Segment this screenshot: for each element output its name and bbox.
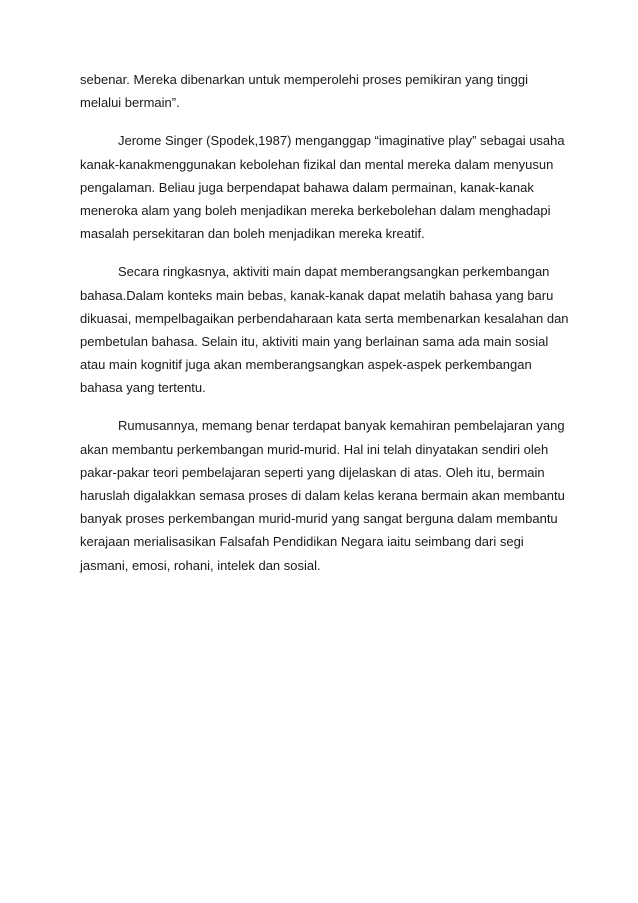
paragraph-line: Secara ringkasnya, aktiviti main dapat memberangsangkan perkembangan [118,264,550,280]
paragraph-3 [80,263,570,402]
paragraph-line: banyak proses perkembangan murid-murid yang sangat berguna dalam membantu [80,511,558,527]
paragraph-line: melalui bermain”. [80,95,180,111]
paragraph-line: haruslah digalakkan semasa proses di dalam kelas kerana bermain akan membantu [80,488,565,503]
paragraph-line: masalah persekitaran dan boleh menjadikan mereka kreatif. [80,226,425,242]
paragraph-line: Jerome Singer (Spodek,1987) menganggap “imaginative play” sebagai usaha [118,133,565,149]
paragraph-line: atau main kognitif juga akan memberangsangkan aspek-aspek perkembangan [80,357,532,373]
paragraph-line: jasmani, emosi, rohani, intelek dan sosial. [80,557,321,573]
paragraph-line: kanak-kanakmenggunakan kebolehan fizikal dan mental mereka dalam menyusun [80,156,554,172]
paragraph-line: sebenar. Mereka dibenarkan untuk memperolehi proses pemikiran yang tinggi [80,72,529,87]
paragraph-line: pakar-pakar teori pembelajaran seperti yang dijelaskan di atas. Oleh itu, bermain [80,464,545,480]
paragraph-line: Rumusannya, memang benar terdapat banyak kemahiran pembelajaran yang [118,418,565,434]
paragraph-line: bahasa.Dalam konteks main bebas, kanak-kanak dapat melatih bahasa yang baru [80,287,554,303]
paragraph-line: dikuasai, mempelbagaikan perbendaharaan kata serta membenarkan kesalahan dan [80,310,569,326]
paragraph-line: pengalaman. Beliau juga berpendapat bahawa dalam permainan, kanak-kanak [80,179,534,195]
document-body [80,71,570,595]
paragraph-2 [80,132,570,248]
paragraph-line: bahasa yang tertentu. [80,380,206,396]
paragraph-line: kerajaan merialisasikan Falsafah Pendidikan Negara iaitu seimbang dari segi [80,534,524,550]
paragraph-4 [80,417,570,579]
paragraph-line: akan membantu perkembangan murid-murid. Hal ini telah dinyatakan sendiri oleh [80,441,549,457]
paragraph-1 [80,71,570,117]
paragraph-line: pembetulan bahasa. Selain itu, aktiviti main yang berlainan sama ada main sosial [80,333,549,349]
paragraph-line: meneroka alam yang boleh menjadikan mereka berkebolehan dalam menghadapi [80,202,551,218]
